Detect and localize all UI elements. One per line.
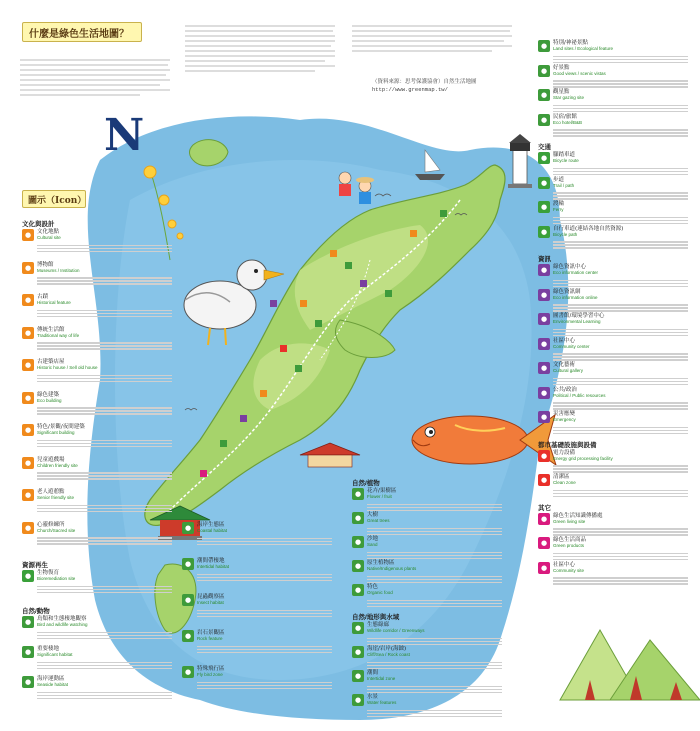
legend-item-label: 古蹟 — [37, 294, 49, 300]
legend-item-english: Eco building — [37, 397, 62, 403]
legend-item-label: 博物館 — [37, 261, 54, 268]
legend-item-description — [37, 276, 172, 286]
stargazing-icon: ● — [538, 89, 550, 101]
legend-item-description — [553, 303, 688, 313]
energy-icon: ● — [538, 450, 550, 462]
legend-item-english: Cultural gallery — [553, 368, 584, 373]
legend-item-english: Political / Public resources — [553, 392, 606, 398]
legend-item-description — [553, 240, 688, 250]
legend-item-label: 綠色資訊網 — [553, 288, 581, 295]
community-site-icon: ● — [538, 562, 550, 574]
legend-item-label: 社區中心 — [553, 337, 576, 344]
legend-section-heading: 資訊 — [538, 256, 551, 263]
seaside-habitat-icon: ● — [22, 676, 34, 688]
emergency-icon: ● — [538, 411, 550, 423]
intro-text-block — [20, 56, 172, 99]
legend-item-description — [197, 644, 332, 654]
bicycle-icon: ● — [538, 152, 550, 164]
historic-feature-icon: ● — [22, 294, 34, 306]
legend-item-label: 渡輪 — [553, 201, 565, 207]
legend-title: 圖示（Icon） — [22, 190, 86, 208]
legend-item-english: Seaside habitat — [37, 682, 69, 687]
legend-item-english: Land sites / Ecological feature — [553, 46, 614, 51]
legend-item-english: Great trees — [367, 518, 390, 523]
tree-icon: ● — [352, 512, 364, 524]
legend-item-label: 岩石景觀區 — [197, 630, 225, 636]
svg-text:N: N — [104, 110, 145, 161]
habitat-icon: ● — [22, 646, 34, 658]
legend-item-english: Children friendly site — [37, 462, 78, 468]
rock-feature-icon: ● — [182, 630, 194, 642]
legend-item-description — [553, 376, 688, 386]
community-icon: ● — [538, 338, 550, 350]
legend-item-description — [37, 584, 172, 594]
legend-item-description — [367, 574, 502, 584]
legend-item-description — [37, 660, 172, 670]
legend-item-description — [197, 572, 332, 582]
legend-item-description — [37, 243, 172, 253]
legend-item-label: 昆蟲觀察區 — [197, 594, 225, 600]
legend-item-description — [37, 536, 172, 546]
legend-item-label: 海崖/岩岸(海蝕) — [367, 646, 407, 652]
legend-item-label: 圖書館/環境學習中心 — [553, 313, 605, 319]
scenic-view-icon: ● — [538, 65, 550, 77]
cliff-icon: ● — [352, 646, 364, 658]
legend-item-description — [553, 79, 688, 89]
legend-item-label: 鳥類和生態棲地觀察 — [37, 616, 87, 622]
bird-watching-icon: ● — [22, 616, 34, 628]
ferry-icon: ● — [538, 201, 550, 213]
legend-item-english: Museums / Institution — [37, 267, 80, 273]
legend-item-english: Church/Sacred site — [37, 527, 76, 533]
legend-item-description — [553, 278, 688, 288]
legend-item-label: 災害應變 — [553, 411, 576, 417]
legend-item-description — [553, 54, 688, 64]
legend-item-english: Bird and wildlife watching — [37, 622, 88, 627]
legend-item-label: 古建築店屋 — [37, 359, 65, 365]
legend-item-label: 海岸運動區 — [37, 676, 65, 682]
legend-item-label: 心靈修練所 — [37, 521, 65, 528]
green-products-icon: ● — [538, 537, 550, 549]
source-label: （資料來源：思考保護協會）自然生活地圖 — [372, 78, 477, 85]
page-title: 什麼是綠色生活地圖？ — [22, 22, 142, 42]
legend-item-description — [37, 406, 172, 416]
legend-item-english: Intertidal zone — [367, 676, 396, 681]
legend-item-description — [367, 526, 502, 536]
tidal-icon: ● — [352, 670, 364, 682]
legend-section-heading: 資源再生 — [22, 562, 48, 569]
flower-icon: ● — [352, 488, 364, 500]
legend-item-english: Coastal habitat — [197, 528, 228, 533]
article-column-1 — [185, 22, 335, 75]
legend-item-label: 特別/神祕景點 — [553, 40, 588, 46]
legend-item-description — [553, 551, 688, 561]
gallery-icon: ● — [538, 362, 550, 374]
legend-item-label: 文化地點 — [37, 229, 60, 235]
legend-item-english: Community site — [553, 567, 585, 573]
legend-item-label: 文化藝術 — [553, 362, 576, 368]
legend-item-english: Community center — [553, 343, 590, 349]
legend-item-english: Senior friendly site — [37, 495, 75, 500]
legend-item-label: 生態綠廊 — [367, 622, 390, 628]
library-icon: ● — [538, 313, 550, 325]
legend-item-label: 民宿/旅館 — [553, 113, 577, 120]
legend-section-heading: 都市基礎設施與設備 — [538, 441, 597, 449]
legend-item-description — [553, 215, 688, 225]
legend-section-heading: 自然/動物 — [22, 608, 50, 615]
legend-item-english: Fly bird zone — [197, 672, 223, 677]
legend-item-label: 步道 — [553, 176, 565, 183]
legend-item-english: Native/Indigenous plants — [367, 566, 417, 571]
legend-item-description — [37, 471, 172, 481]
legend-item-english: Green living site — [553, 518, 586, 524]
corridor-icon: ● — [352, 622, 364, 634]
legend-section-heading: 文化與設計 — [22, 221, 55, 228]
legend-item-english: Historic house / Sell old house — [37, 365, 98, 370]
legend-item-description — [553, 425, 688, 435]
legend-item-description — [37, 308, 172, 318]
legend-item-english: Ferry — [553, 207, 564, 212]
legend-item-description — [553, 128, 688, 138]
legend-item-english: Eco information online — [553, 294, 598, 300]
legend-item-english: Water features — [367, 700, 397, 705]
legend-item-description — [553, 103, 688, 113]
legend-item-description — [37, 503, 172, 513]
legend-item-english: Insect habitat — [197, 600, 224, 605]
legend-item-label: 潮間帶棲地 — [197, 558, 225, 564]
legend-item-description — [553, 527, 688, 537]
legend-item-label: 腳踏車道 — [553, 152, 576, 158]
legend-item-label: 電力設備 — [553, 449, 576, 456]
legend-item-description — [37, 690, 172, 700]
bioremediation-icon: ● — [22, 570, 34, 582]
legend-item-description — [553, 576, 688, 586]
legend-item-description — [553, 401, 688, 411]
water-icon: ● — [352, 694, 364, 706]
mountains-illustration — [560, 630, 700, 700]
legend-item-description — [553, 352, 688, 362]
legend-item-english: Bicycle path — [553, 231, 578, 237]
legend-item-label: 原生植物區 — [367, 560, 395, 566]
coastal-icon: ● — [182, 522, 194, 534]
legend-item-english: Traditional way of life — [37, 332, 80, 338]
compass-n-icon — [104, 110, 144, 161]
legend-item-description — [367, 684, 502, 694]
intertidal-icon: ● — [182, 558, 194, 570]
legend-item-description — [367, 598, 502, 608]
legend-item-description — [37, 373, 172, 383]
legend-item-label: 生物復育 — [37, 570, 60, 576]
legend-item-label: 社區中心 — [553, 561, 576, 568]
legend-item-description — [37, 438, 172, 448]
legend-item-description — [553, 166, 688, 176]
legend-item-label: 綠色建築 — [37, 391, 60, 398]
insect-icon: ● — [182, 594, 194, 606]
trail-icon: ● — [538, 177, 550, 189]
legend-item-label: 大樹 — [367, 512, 379, 518]
legend-item-description — [37, 630, 172, 640]
legend-item-label: 傳統生活館 — [37, 326, 65, 333]
legend-item-description — [367, 550, 502, 560]
legend-item-english: Historical feature — [37, 300, 71, 305]
legend-item-english: Bicycle route — [553, 158, 579, 163]
legend-item-english: Wildlife corridor / Greenways — [367, 628, 425, 633]
legend-item-description — [367, 708, 502, 718]
legend-item-english: Trail / path — [553, 182, 575, 188]
legend-section-heading: 交通 — [538, 144, 551, 151]
fly-zone-icon: ● — [182, 666, 194, 678]
info-online-icon: ● — [538, 289, 550, 301]
legend-item-label: 兒童遊戲場 — [37, 456, 65, 463]
legend-item-label: 重要棲地 — [37, 646, 60, 652]
legend-section-heading: 自然/植物 — [352, 480, 380, 487]
legend-item-english: Environmental Learning — [553, 319, 601, 324]
legend-item-label: 綠色資訊中心 — [553, 264, 587, 270]
legend-item-label: 好景點 — [553, 64, 570, 71]
legend-item-description — [197, 608, 332, 618]
legend-section-heading: 其它 — [538, 504, 551, 512]
legend-item-label: 綠色生活商品 — [553, 537, 587, 543]
sand-icon: ● — [352, 536, 364, 548]
legend-item-english: Good views / scenic vistas — [553, 70, 606, 76]
organic-icon: ● — [352, 584, 364, 596]
legend-item-english: Star gazing site — [553, 95, 585, 100]
legend-item-label: 水景 — [367, 694, 379, 700]
article-column-2 — [352, 22, 512, 55]
legend-item-english: Significant building — [37, 430, 75, 435]
legend-item-english: Significant habitat — [37, 652, 73, 657]
legend-item-label: 特殊飛行區 — [197, 666, 225, 672]
hotel-icon: ● — [538, 114, 550, 126]
legend-item-label: 特色 — [367, 584, 379, 590]
legend-item-english: Cliff/Sea / Rock coast — [367, 652, 410, 657]
legend-item-english: Intertidal habitat — [197, 564, 230, 569]
legend-item-english: Eco information center — [553, 270, 599, 275]
public-icon: ● — [538, 387, 550, 399]
eco-building-icon: ● — [22, 392, 34, 404]
children-site-icon: ● — [22, 457, 34, 469]
legend-item-description — [553, 327, 688, 337]
significant-building-icon: ● — [22, 424, 34, 436]
legend-item-description — [197, 680, 332, 690]
legend-item-description — [553, 464, 688, 474]
legend-item-description — [367, 660, 502, 670]
bike-path-icon: ● — [538, 226, 550, 238]
legend-item-label: 清潔區 — [553, 474, 570, 480]
legend-item-english: Emergency — [553, 417, 576, 422]
legend-item-description — [367, 636, 502, 646]
legend-item-label: 潮間 — [367, 670, 379, 676]
info-center-icon: ● — [538, 264, 550, 276]
legend-item-description — [553, 191, 688, 201]
native-plant-icon: ● — [352, 560, 364, 572]
legend-item-description — [553, 488, 688, 498]
historic-house-icon: ● — [22, 359, 34, 371]
legend-item-english: Organic food — [367, 590, 393, 595]
senior-site-icon: ● — [22, 489, 34, 501]
legend-item-english: Cultural site — [37, 235, 61, 240]
legend-item-label: 沙地 — [367, 536, 379, 542]
museum-icon: ● — [22, 262, 34, 274]
traditional-life-icon: ● — [22, 327, 34, 339]
source-url-link[interactable]: http://www.greenmap.tw/ — [372, 86, 448, 93]
clean-zone-icon: ● — [538, 474, 550, 486]
legend-item-label: 花卉/果樹區 — [367, 488, 397, 494]
special-site-icon: ● — [538, 40, 550, 52]
culture-site-icon: ● — [22, 229, 34, 241]
legend-item-label: 公共/政治 — [553, 386, 577, 393]
legend-item-english: Flower / fruit — [367, 494, 392, 499]
legend-item-english: Bioremediation site — [37, 576, 76, 581]
sacred-site-icon: ● — [22, 522, 34, 534]
legend-item-label: 特色/景觀/夜間建築 — [37, 424, 85, 430]
legend-item-english: Eco hotel/B&B — [553, 119, 583, 125]
legend-item-english: Energy grid processing facility — [553, 455, 613, 461]
legend-item-english: Clean zone — [553, 480, 576, 485]
legend-item-label: 老人遊憩點 — [37, 489, 65, 495]
legend-item-label: 觀星點 — [553, 89, 570, 95]
legend-section-heading: 自然/地形與水域 — [352, 614, 400, 621]
legend-item-english: Green products — [553, 543, 585, 548]
legend-item-label: 綠色生活知識傳播處 — [553, 512, 603, 519]
legend-item-label: 海岸生態區 — [197, 522, 225, 528]
legend-item-english: Rock feature — [197, 636, 223, 641]
green-living-icon: ● — [538, 513, 550, 525]
legend-item-english: Sand — [367, 542, 378, 547]
legend-item-label: 自行車道(連結各地自然資源) — [553, 225, 624, 232]
legend-item-description — [367, 502, 502, 512]
legend-item-description — [197, 536, 332, 546]
legend-item-description — [37, 341, 172, 351]
